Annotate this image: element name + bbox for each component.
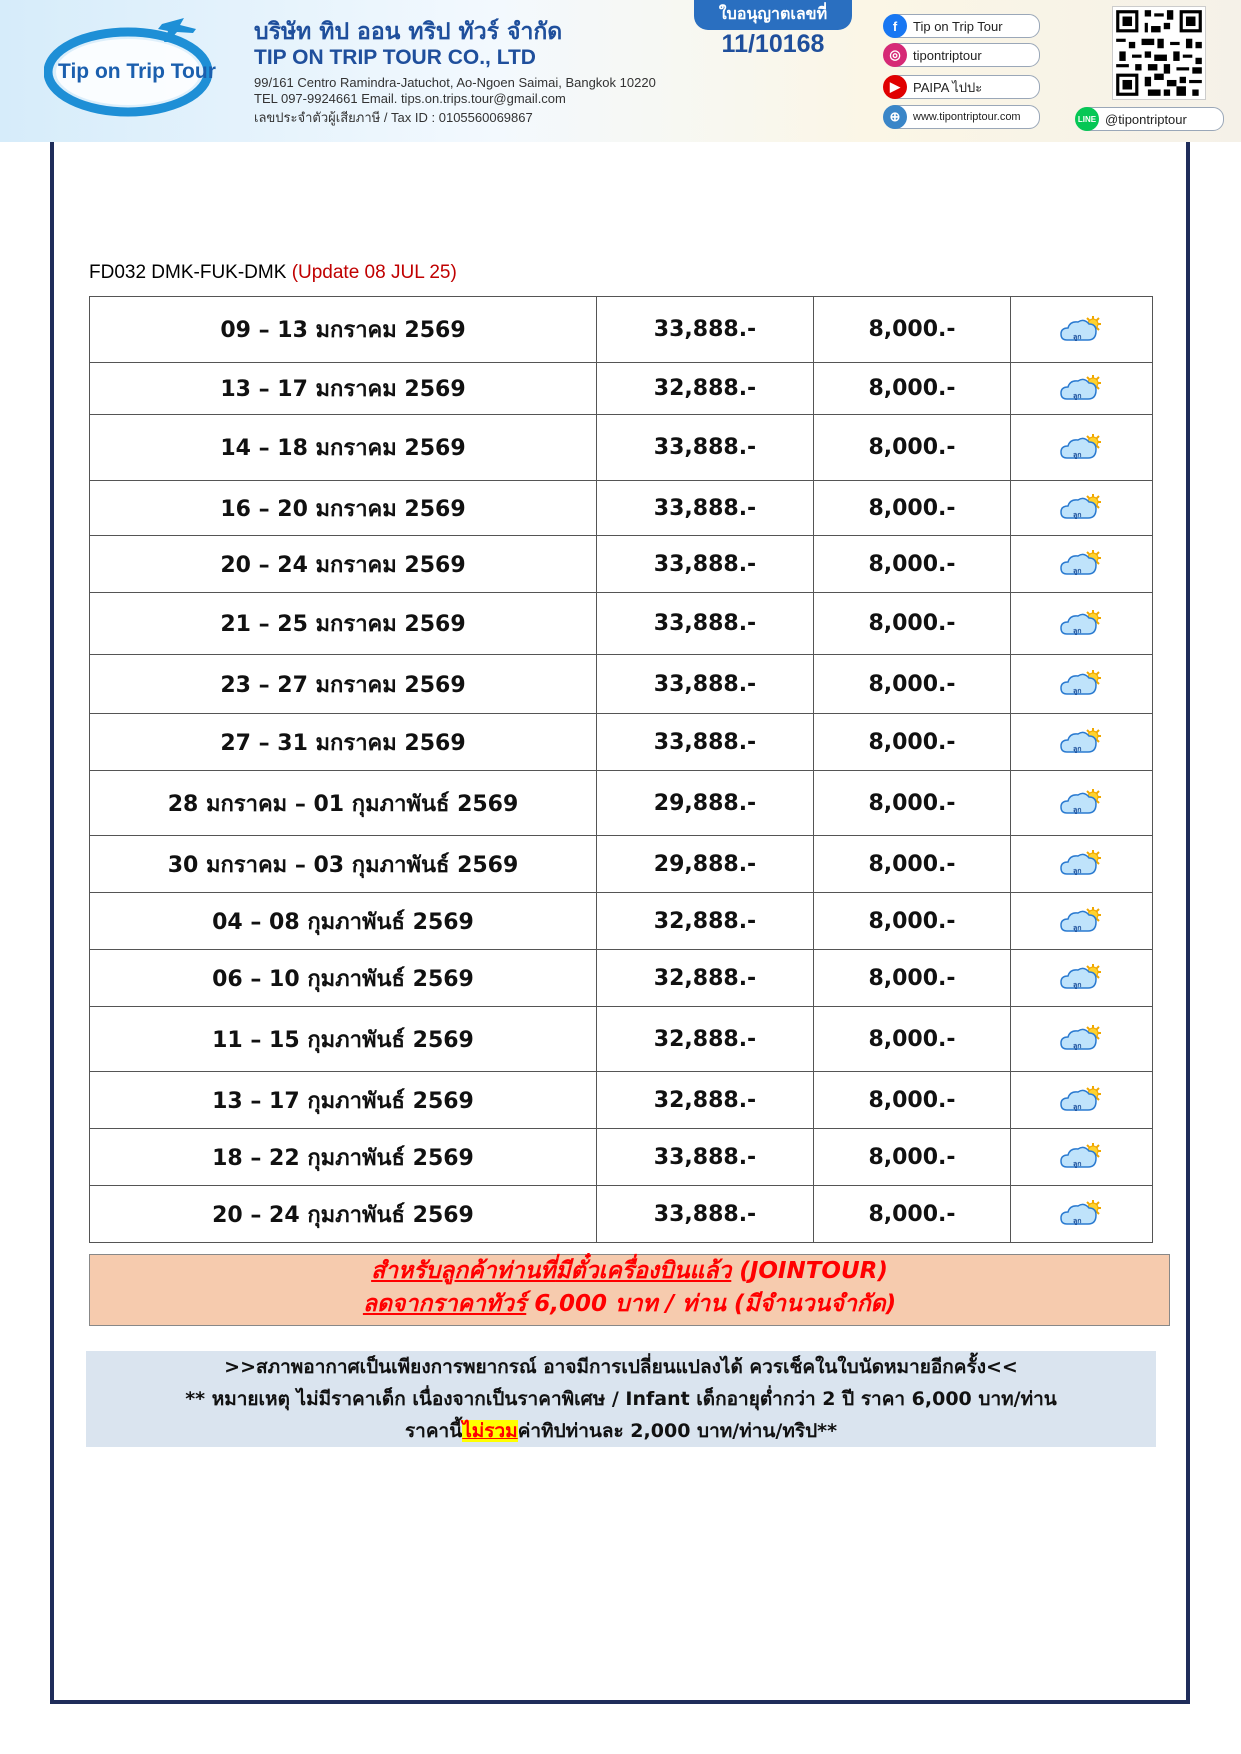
svg-text:ลูก: ลูก — [1072, 1160, 1082, 1168]
weather-cell — [1011, 893, 1153, 950]
instagram-icon: ◎ — [883, 43, 907, 67]
tour-price: 32,888.- — [597, 893, 814, 950]
table-row — [90, 836, 1153, 893]
website-link[interactable] — [884, 105, 1040, 129]
globe-icon: ⊕ — [883, 105, 907, 129]
jointour-line-2 — [90, 1288, 1169, 1321]
svg-text:ลูก: ลูก — [1072, 450, 1082, 459]
weather-cell — [1011, 363, 1153, 415]
departure-date: 27 – 31 มกราคม 2569 — [90, 714, 597, 771]
jointour-text-c: (JOINTOUR) — [731, 1258, 888, 1284]
jointour-text-a: สำหรับลูกค้าท่านที่ — [371, 1258, 556, 1284]
facebook-label: Tip on Trip Tour — [913, 18, 1003, 34]
single-supplement: 8,000.- — [814, 536, 1011, 593]
qr-code[interactable] — [1112, 6, 1206, 100]
departure-date: 04 – 08 กุมภาพันธ์ 2569 — [90, 893, 597, 950]
weather-cell — [1011, 655, 1153, 714]
single-supplement: 8,000.- — [814, 893, 1011, 950]
license-label: ใบอนุญาตเลขที่ — [694, 0, 852, 30]
svg-text:ลูก: ลูก — [1072, 511, 1082, 519]
weather-icon — [1059, 1023, 1105, 1055]
departure-date: 30 มกราคม – 03 กุมภาพันธ์ 2569 — [90, 836, 597, 893]
tour-price: 32,888.- — [597, 1072, 814, 1129]
website-label: www.tipontriptour.com — [913, 111, 1021, 123]
tour-price: 33,888.- — [597, 1186, 814, 1243]
single-supplement: 8,000.- — [814, 297, 1011, 363]
single-supplement: 8,000.- — [814, 1186, 1011, 1243]
tour-price: 33,888.- — [597, 714, 814, 771]
weather-cell — [1011, 836, 1153, 893]
weather-cell — [1011, 297, 1153, 363]
svg-text:ลูก: ลูก — [1072, 391, 1082, 400]
program-heading — [89, 262, 457, 284]
logo-text: Tip on Trip Tour — [58, 60, 216, 83]
weather-cell — [1011, 536, 1153, 593]
jointour-discount-amount: 6,000 บาท / ท่าน (มีจำนวนจำกัด) — [526, 1291, 897, 1317]
tip-note-prefix: ราคานี้ — [404, 1420, 463, 1442]
jointour-text-b: มีตั๋วเครื่องบินแล้ว — [555, 1258, 732, 1284]
table-row — [90, 1072, 1153, 1129]
departure-date: 21 – 25 มกราคม 2569 — [90, 593, 597, 655]
tour-price: 33,888.- — [597, 481, 814, 536]
tip-note-excluded: ไม่รวม — [462, 1420, 518, 1442]
weather-cell — [1011, 1007, 1153, 1072]
company-tax-id: เลขประจำตัวผู้เสียภาษี / Tax ID : 0105560069867 — [254, 110, 533, 125]
departure-date: 28 มกราคม – 01 กุมภาพันธ์ 2569 — [90, 771, 597, 836]
single-supplement: 8,000.- — [814, 415, 1011, 481]
weather-icon — [1059, 608, 1105, 640]
single-supplement: 8,000.- — [814, 1129, 1011, 1186]
table-row — [90, 536, 1153, 593]
svg-text:ลูก: ลูก — [1072, 626, 1082, 635]
table-row — [90, 714, 1153, 771]
departure-date: 20 – 24 มกราคม 2569 — [90, 536, 597, 593]
update-date: (Update 08 JUL 25) — [291, 262, 457, 283]
weather-icon — [1059, 726, 1105, 758]
company-address: 99/161 Centro Ramindra-Jatuchot, Ao-Ngoen Saimai, Bangkok 10220 — [254, 75, 656, 90]
tour-price: 33,888.- — [597, 593, 814, 655]
departure-date: 14 – 18 มกราคม 2569 — [90, 415, 597, 481]
departure-date: 06 – 10 กุมภาพันธ์ 2569 — [90, 950, 597, 1007]
page-border-right — [1186, 142, 1190, 1704]
single-supplement: 8,000.- — [814, 950, 1011, 1007]
svg-text:ลูก: ลูก — [1072, 1217, 1082, 1225]
weather-icon — [1059, 1084, 1105, 1116]
tip-note — [86, 1415, 1156, 1447]
weather-icon — [1059, 548, 1105, 580]
table-row — [90, 1007, 1153, 1072]
license-number: 11/10168 — [721, 30, 825, 58]
svg-text:ลูก: ลูก — [1072, 567, 1082, 575]
youtube-icon: ▶ — [883, 75, 907, 99]
weather-icon — [1059, 314, 1105, 346]
weather-cell — [1011, 714, 1153, 771]
tour-price: 33,888.- — [597, 415, 814, 481]
youtube-link[interactable] — [884, 75, 1040, 99]
line-link[interactable] — [1076, 107, 1224, 131]
departure-date: 16 – 20 มกราคม 2569 — [90, 481, 597, 536]
company-name-thai: บริษัท ทิป ออน ทริป ทัวร์ จำกัด — [254, 19, 563, 45]
company-contact: TEL 097-9924661 Email. tips.on.trips.tour@gmail.com — [254, 91, 566, 106]
departure-date: 20 – 24 กุมภาพันธ์ 2569 — [90, 1186, 597, 1243]
jointour-discount-label: ลดจากราคาทัวร์ — [362, 1291, 527, 1317]
tip-note-suffix: ค่าทิปท่านละ 2,000 บาท/ท่าน/ทริป** — [517, 1420, 838, 1442]
instagram-label: tipontriptour — [913, 47, 982, 63]
price-table-body — [90, 297, 1153, 1243]
weather-icon — [1059, 668, 1105, 700]
child-price-note: ** หมายเหตุ ไม่มีราคาเด็ก เนื่องจากเป็นราคาพิเศษ / Infant เด็กอายุต่ำกว่า 2 ปี ราคา 6,000 บาท/ท่าน — [185, 1388, 1057, 1410]
single-supplement: 8,000.- — [814, 1007, 1011, 1072]
tour-price: 32,888.- — [597, 1007, 814, 1072]
company-name-english: TIP ON TRIP TOUR CO., LTD — [254, 46, 536, 69]
table-row — [90, 950, 1153, 1007]
line-icon: LINE — [1075, 107, 1099, 131]
svg-text:ลูก: ลูก — [1072, 332, 1082, 341]
weather-cell — [1011, 481, 1153, 536]
table-row — [90, 481, 1153, 536]
weather-cell — [1011, 771, 1153, 836]
svg-text:ลูก: ลูก — [1072, 745, 1082, 753]
remarks-box — [86, 1351, 1156, 1447]
tour-price: 32,888.- — [597, 363, 814, 415]
tour-price: 33,888.- — [597, 1129, 814, 1186]
table-row — [90, 1129, 1153, 1186]
youtube-label: PAIPA ไปปะ — [913, 79, 983, 95]
departure-date: 13 – 17 มกราคม 2569 — [90, 363, 597, 415]
svg-text:ลูก: ลูก — [1072, 1103, 1082, 1111]
tour-price: 29,888.- — [597, 836, 814, 893]
svg-text:ลูก: ลูก — [1072, 867, 1082, 875]
tour-price: 32,888.- — [597, 950, 814, 1007]
weather-cell — [1011, 593, 1153, 655]
table-row — [90, 415, 1153, 481]
table-row — [90, 297, 1153, 363]
table-row — [90, 655, 1153, 714]
weather-cell — [1011, 1072, 1153, 1129]
svg-text:ลูก: ลูก — [1072, 687, 1082, 695]
page-border-left — [50, 142, 54, 1704]
departure-date: 23 – 27 มกราคม 2569 — [90, 655, 597, 714]
departure-date: 09 – 13 มกราคม 2569 — [90, 297, 597, 363]
weather-icon — [1059, 905, 1105, 937]
weather-cell — [1011, 1186, 1153, 1243]
single-supplement: 8,000.- — [814, 655, 1011, 714]
departure-price-table — [89, 296, 1153, 1243]
jointour-line-1 — [90, 1255, 1169, 1288]
weather-cell — [1011, 950, 1153, 1007]
single-supplement: 8,000.- — [814, 714, 1011, 771]
jointour-discount-box — [89, 1254, 1170, 1326]
single-supplement: 8,000.- — [814, 1072, 1011, 1129]
line-label: @tipontriptour — [1105, 111, 1187, 127]
weather-icon — [1059, 432, 1105, 464]
tour-price: 29,888.- — [597, 771, 814, 836]
program-code: FD032 DMK-FUK-DMK — [89, 262, 287, 283]
instagram-link[interactable] — [884, 43, 1040, 67]
svg-text:ลูก: ลูก — [1072, 981, 1082, 989]
single-supplement: 8,000.- — [814, 481, 1011, 536]
weather-icon — [1059, 787, 1105, 819]
tour-price: 33,888.- — [597, 297, 814, 363]
table-row — [90, 363, 1153, 415]
departure-date: 18 – 22 กุมภาพันธ์ 2569 — [90, 1129, 597, 1186]
single-supplement: 8,000.- — [814, 363, 1011, 415]
single-supplement: 8,000.- — [814, 593, 1011, 655]
departure-date: 13 – 17 กุมภาพันธ์ 2569 — [90, 1072, 597, 1129]
facebook-icon: f — [883, 14, 907, 38]
company-logo — [44, 14, 232, 124]
tour-price: 33,888.- — [597, 655, 814, 714]
weather-icon — [1059, 962, 1105, 994]
weather-cell — [1011, 1129, 1153, 1186]
table-row — [90, 1186, 1153, 1243]
facebook-link[interactable] — [884, 14, 1040, 38]
svg-text:ลูก: ลูก — [1072, 1042, 1082, 1050]
table-row — [90, 593, 1153, 655]
weather-icon — [1059, 1141, 1105, 1173]
departure-date: 11 – 15 กุมภาพันธ์ 2569 — [90, 1007, 597, 1072]
table-row — [90, 771, 1153, 836]
page-border-bottom — [50, 1700, 1190, 1704]
weather-icon — [1059, 848, 1105, 880]
page-header — [0, 0, 1241, 142]
weather-cell — [1011, 415, 1153, 481]
weather-icon — [1059, 492, 1105, 524]
single-supplement: 8,000.- — [814, 836, 1011, 893]
svg-text:ลูก: ลูก — [1072, 806, 1082, 814]
svg-text:ลูก: ลูก — [1072, 924, 1082, 932]
tour-price: 33,888.- — [597, 536, 814, 593]
weather-disclaimer: >>สภาพอากาศเป็นเพียงการพยากรณ์ อาจมีการเปลี่ยนแปลงได้ ควรเช็คในใบนัดหมายอีกครั้ง<< — [224, 1356, 1018, 1378]
weather-icon — [1059, 1198, 1105, 1230]
weather-icon — [1059, 373, 1105, 405]
table-row — [90, 893, 1153, 950]
single-supplement: 8,000.- — [814, 771, 1011, 836]
